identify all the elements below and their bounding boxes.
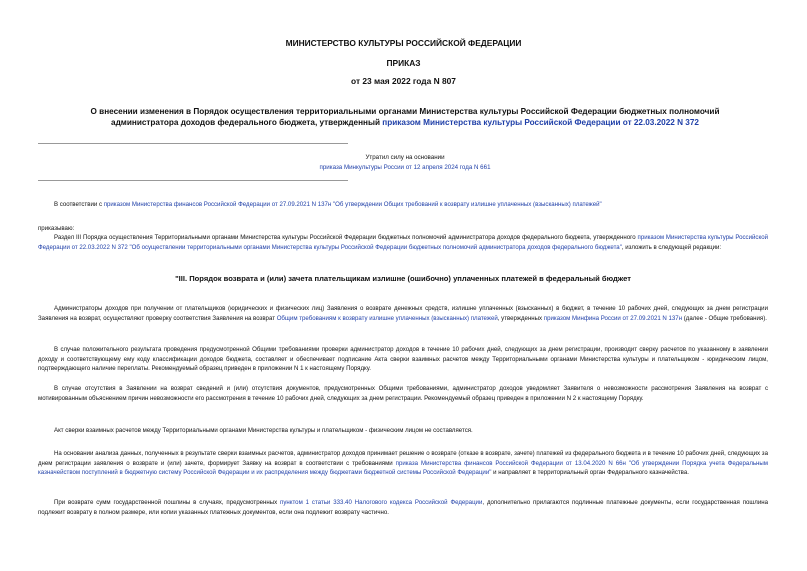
p8-minfin-link[interactable]: приказа Министерства финансов Российской Федерации от 13.04.2020 N 66н "Об утверждении Порядка учета Федеральным казначейством поступлений в бюджетную систему Российской Федерации и их распределения между бюджетами бюджетной системы Российской Федерации" — [38, 459, 768, 477]
p9-text: При возврате сумм государственной пошлины в случаях, предусмотренных — [54, 499, 281, 506]
ministry-heading: МИНИСТЕРСТВО КУЛЬТУРЫ РОССИЙСКОЙ ФЕДЕРАЦИИ — [285, 38, 522, 48]
p9-tax-code-link[interactable]: пунктом 1 статьи 333.40 Налогового кодекса Российской Федерации — [280, 499, 483, 506]
divider-top — [38, 143, 348, 144]
p4-text-end: (далее - Общие требования). — [682, 314, 767, 322]
paragraph-positive-result: В случае положительного результата проведения предусмотренной Общими требованиями проверки администратор доходов в течение 10 рабочих дней, следующих за днем регистрации, производит сверку расчетов по указанному в заявлении доходу и соответствующему ему коду классификации доходов бюджета, составляет и обеспечивает подписание Акта сверки взаимных расчетов между Территориальными органами Министерства культуры и плательщиком - юридическим лицом, подтверждающего наличие переплаты. Рекомендуемый образец приведен в приложении N 1 к настоящему Порядку. — [38, 346, 768, 373]
p9-text-end: , дополнительно прилагаются подлинные платежные документы, если государственная пошлина подлежит возврату в полном размере, или копии указанных платежных документов, если она подлежит возврату частично. — [38, 499, 768, 516]
paragraph-order: приказываю: — [38, 225, 75, 232]
p4-text-mid: , утвержденных — [497, 314, 544, 322]
p3-order-link[interactable]: приказом Министерства культуры Российской Федерации от 22.03.2022 N 372 "Об осуществлении территориальными органами Министерства культуры Российской Федерации бюджетных полномочий администратора доходов федерального бюджета" — [38, 234, 768, 251]
p1-text: В соответствии с — [54, 201, 104, 208]
p1-minfin-link[interactable]: приказом Министерства финансов Российской Федерации от 27.09.2021 N 137н "Об утверждении Общих требований к возврату излишне уплаченных (взысканных) платежей" — [103, 201, 602, 208]
paragraph-section-change — [38, 233, 768, 252]
p4-requirements-link[interactable]: Общим требованиям к возврату излишне уплаченных (взысканных) платежей — [276, 314, 498, 322]
p3-text-end: , изложить в следующей редакции: — [621, 243, 722, 251]
p8-text-end: и направляет в территориальный орган Федерального казначейства. — [491, 469, 689, 477]
document-title — [60, 106, 750, 128]
status-line: Утратил силу на основании — [365, 154, 445, 161]
doc-date-heading: от 23 мая 2022 года N 807 — [351, 76, 456, 86]
doc-type-heading: ПРИКАЗ — [386, 58, 421, 68]
p4-minfin-link[interactable]: приказом Минфина России от 27.09.2021 N 137н — [543, 314, 683, 322]
section-title: "III. Порядок возврата и (или) зачета плательщикам излишне (ошибочно) уплаченных платежей в федеральный бюджет — [175, 274, 631, 283]
p3-text: Раздел III Порядка осуществления Территориальными органами Министерства культуры Российской Федерации бюджетных полномочий администратора доходов федерального бюджета, утвержденного — [54, 234, 638, 241]
divider-bottom — [38, 180, 348, 181]
paragraph-analysis — [38, 449, 768, 478]
paragraph-state-duty — [38, 498, 768, 517]
status-repeal-link[interactable]: приказа Минкультуры России от 12 апреля 2024 года N 661 — [319, 164, 491, 171]
p8-text: На основании анализа данных, полученных в результате сверки взаимных расчетов, администратор доходов принимает решение о возврате (отказе в возврате, зачете) платежей из федерального бюджета и в течение 10 рабочих дней, следующих за днем регистрации заявления о возврате и (или) зачете, формирует Заявку на возврат в соответствии с требованиями — [38, 450, 768, 467]
paragraph-physical-person: Акт сверки взаимных расчетов между Территориальными органами Министерства культуры и плательщиком - физическим лицом не составляется. — [54, 427, 473, 434]
p4-text: Администраторы доходов при получении от плательщиков (юридических и физических лиц) Заявления о возврате денежных средств, излишне уплаченных (взысканных) в бюджет, в течение 10 рабочих дней, следующих за днем регистрации Заявления на возврат, осуществляют проверку соответствия Заявления на возврат — [38, 305, 768, 322]
paragraph-missing-docs: В случае отсутствия в Заявлении на возврат сведений и (или) отсутствия документов, предусмотренных Общими требованиями, администратор доходов уведомляет Заявителя о невозможности рассмотрения Заявления на возврат с мотивированным объяснением причин невозможности его рассмотрения в течение 10 рабочих дней, следующих за днем регистрации. Рекомендуемый образец приведен в приложении N 2 к настоящему Порядку. — [38, 385, 768, 402]
paragraph-admins — [38, 304, 768, 323]
title-order-link[interactable]: приказом Министерства культуры Российской Федерации от 22.03.2022 N 372 — [382, 118, 699, 127]
paragraph-basis — [38, 200, 768, 210]
status-note — [300, 153, 510, 173]
title-text: О внесении изменения в Порядок осуществления территориальными органами Министерства культуры Российской Федерации бюджетных полномочий администратора доходов федерального бюджета, утвержденный — [90, 107, 720, 127]
